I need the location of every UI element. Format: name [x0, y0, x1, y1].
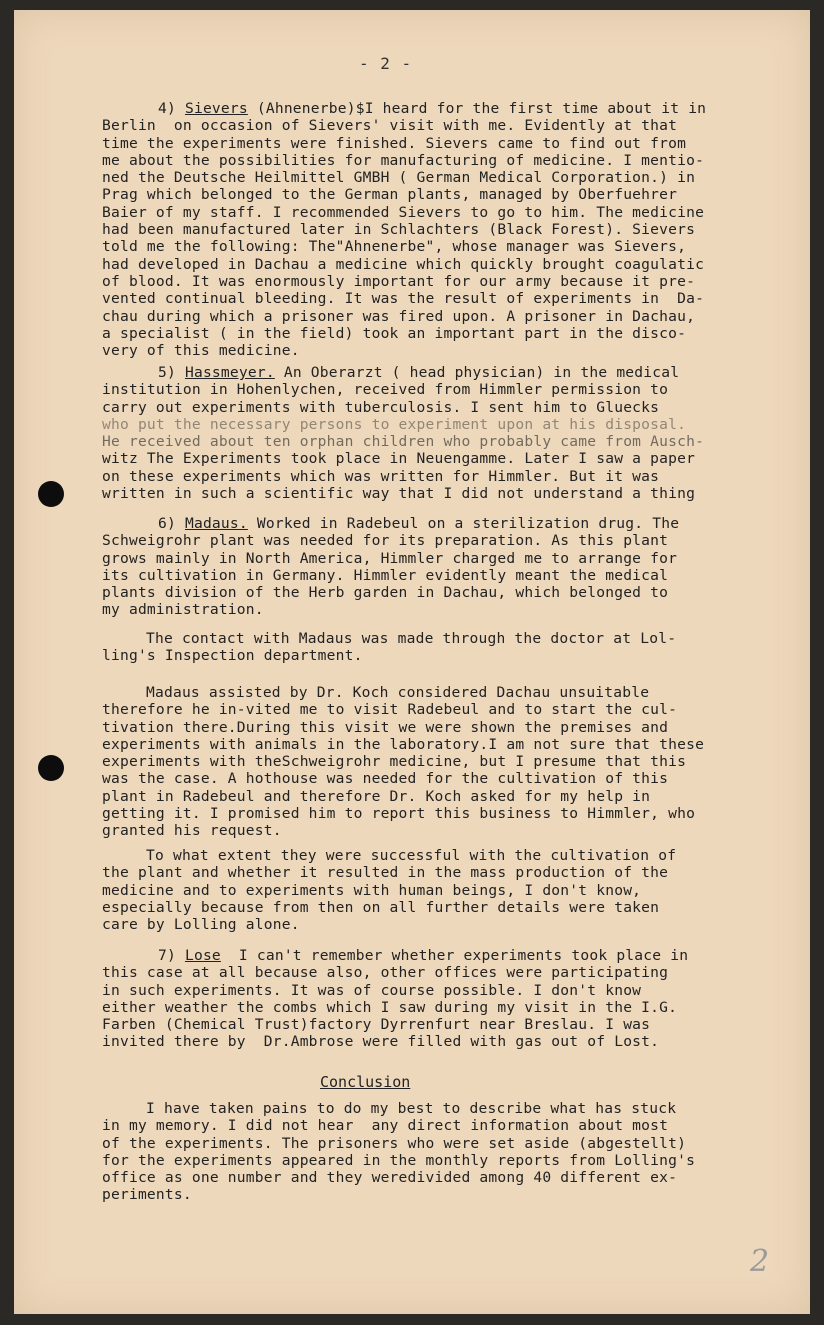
section-number: 6) — [158, 515, 185, 532]
section-7-lose — [102, 947, 792, 1051]
section-name: Sievers — [184, 100, 248, 117]
text-line: therefore he in-vited me to visit Radebeul and to start the cul- — [102, 701, 678, 719]
punch-hole — [38, 481, 64, 507]
section-number: 5) — [158, 364, 185, 381]
section-5-hassmeyer — [102, 364, 792, 502]
text-line: Prag which belonged to the German plants, managed by Oberfuehrer — [102, 186, 678, 204]
text-line: especially because from then on all further details were taken — [102, 898, 660, 916]
text-line: An Oberarzt ( head physician) in the medical — [274, 364, 680, 381]
text-line: its cultivation in Germany. Himmler evidently meant the medical — [102, 566, 669, 584]
text-line: office as one number and they weredivided among 40 different ex- — [102, 1169, 678, 1187]
document-page — [14, 10, 810, 1314]
text-line: Madaus assisted by Dr. Koch considered Dachau unsuitable — [146, 684, 650, 701]
text-line: Worked in Radebeul on a sterilization drug. The — [247, 515, 680, 532]
text-line: written in such a scientific way that I did not understand a thing — [102, 485, 696, 503]
text-line: in my memory. I did not hear any direct information about most — [102, 1117, 669, 1135]
text-line: either weather the combs which I saw during my visit in the I.G. — [102, 998, 678, 1016]
text-line: getting it. I promised him to report this business to Himmler, who — [102, 805, 696, 823]
text-line: I can't remember whether experiments took place in — [220, 947, 689, 964]
text-line: very of this medicine. — [102, 342, 300, 360]
section-4-sievers — [102, 100, 792, 359]
text-line: care by Lolling alone. — [102, 916, 300, 934]
text-line: The contact with Madaus was made through the doctor at Lol- — [146, 630, 677, 647]
text-line: granted his request. — [102, 822, 282, 840]
text-line: witz The Experiments took place in Neuengamme. Later I saw a paper — [102, 450, 696, 468]
section-number: 4) — [158, 100, 185, 117]
punch-hole — [38, 755, 64, 781]
text-line: experiments with animals in the laboratory.I am not sure that these — [102, 735, 705, 753]
text-line: carry out experiments with tuberculosis. I sent him to Gluecks — [102, 398, 660, 416]
text-line: a specialist ( in the field) took an important part in the disco- — [102, 324, 687, 342]
text-line: tivation there.During this visit we were shown the premises and — [102, 718, 669, 736]
text-line: in such experiments. It was of course possible. I don't know — [102, 981, 642, 999]
section-name: Madaus. — [184, 515, 248, 532]
text-line: plants division of the Herb garden in Dachau, which belonged to — [102, 584, 669, 602]
text-line: To what extent they were successful with the cultivation of — [146, 847, 677, 864]
text-line: ned the Deutsche Heilmittel GMBH ( German Medical Corporation.) in — [102, 169, 696, 187]
text-line: my administration. — [102, 601, 264, 619]
text-line: this case at all because also, other offices were participating — [102, 964, 669, 982]
text-line: I have taken pains to do my best to describe what has stuck — [146, 1100, 677, 1117]
paragraph-madaus-visit — [102, 684, 792, 840]
text-line: me about the possibilities for manufacturing of medicine. I mentio- — [102, 151, 705, 169]
text-line: of the experiments. The prisoners who were set aside (abgestellt) — [102, 1134, 687, 1152]
section-name: Lose — [184, 947, 221, 964]
text-line: periments. — [102, 1186, 192, 1204]
section-name: Hassmeyer. — [184, 364, 275, 381]
text-line: medicine and to experiments with human beings, I don't know, — [102, 881, 642, 899]
text-line: ling's Inspection department. — [102, 647, 363, 665]
text-line: time the experiments were finished. Sievers came to find out from — [102, 134, 687, 152]
text-line-faded: He received about ten orphan children who probably came from Ausch- — [102, 433, 705, 451]
text-line: on these experiments which was written for Himmler. But it was — [102, 467, 660, 485]
handwritten-page-mark: 2 — [750, 1244, 770, 1279]
paragraph-extent — [102, 847, 792, 933]
text-line: grows mainly in North America, Himmler charged me to arrange for — [102, 549, 678, 567]
text-line-faded: who put the necessary persons to experiment upon at his disposal. — [102, 415, 687, 433]
text-line: institution in Hohenlychen, received from Himmler permission to — [102, 381, 669, 399]
text-line: (Ahnenerbe)$I heard for the first time about it in — [247, 100, 707, 117]
paragraph-contact — [102, 630, 792, 665]
section-6-madaus — [102, 515, 792, 619]
text-line: Berlin on occasion of Sievers' visit with me. Evidently at that — [102, 117, 678, 135]
text-line: Baier of my staff. I recommended Sievers to go to him. The medicine — [102, 203, 705, 221]
section-number: 7) — [158, 947, 185, 964]
text-line: was the case. A hothouse was needed for the cultivation of this — [102, 770, 669, 788]
text-line: experiments with theSchweigrohr medicine, but I presume that this — [102, 753, 687, 771]
text-line: Farben (Chemical Trust)factory Dyrrenfurt near Breslau. I was — [102, 1016, 651, 1034]
text-line: for the experiments appeared in the monthly reports from Lolling's — [102, 1151, 696, 1169]
text-line: plant in Radebeul and therefore Dr. Koch asked for my help in — [102, 787, 651, 805]
paragraph-conclusion — [102, 1100, 792, 1204]
text-line: invited there by Dr.Ambrose were filled with gas out of Lost. — [102, 1033, 660, 1051]
text-line: Schweigrohr plant was needed for its preparation. As this plant — [102, 532, 669, 550]
text-line: had developed in Dachau a medicine which quickly brought coagulatic — [102, 255, 705, 273]
text-line: chau during which a prisoner was fired upon. A prisoner in Dachau, — [102, 307, 696, 325]
text-line: had been manufactured later in Schlachters (Black Forest). Sievers — [102, 221, 696, 239]
text-line: the plant and whether it resulted in the mass production of the — [102, 864, 669, 882]
page-number: - 2 - — [359, 54, 413, 73]
text-line: vented continual bleeding. It was the result of experiments in Da- — [102, 290, 705, 308]
text-line: of blood. It was enormously important for our army because it pre- — [102, 272, 696, 290]
conclusion-heading: Conclusion — [320, 1073, 411, 1091]
text-line: told me the following: The"Ahnenerbe", whose manager was Sievers, — [102, 238, 687, 256]
